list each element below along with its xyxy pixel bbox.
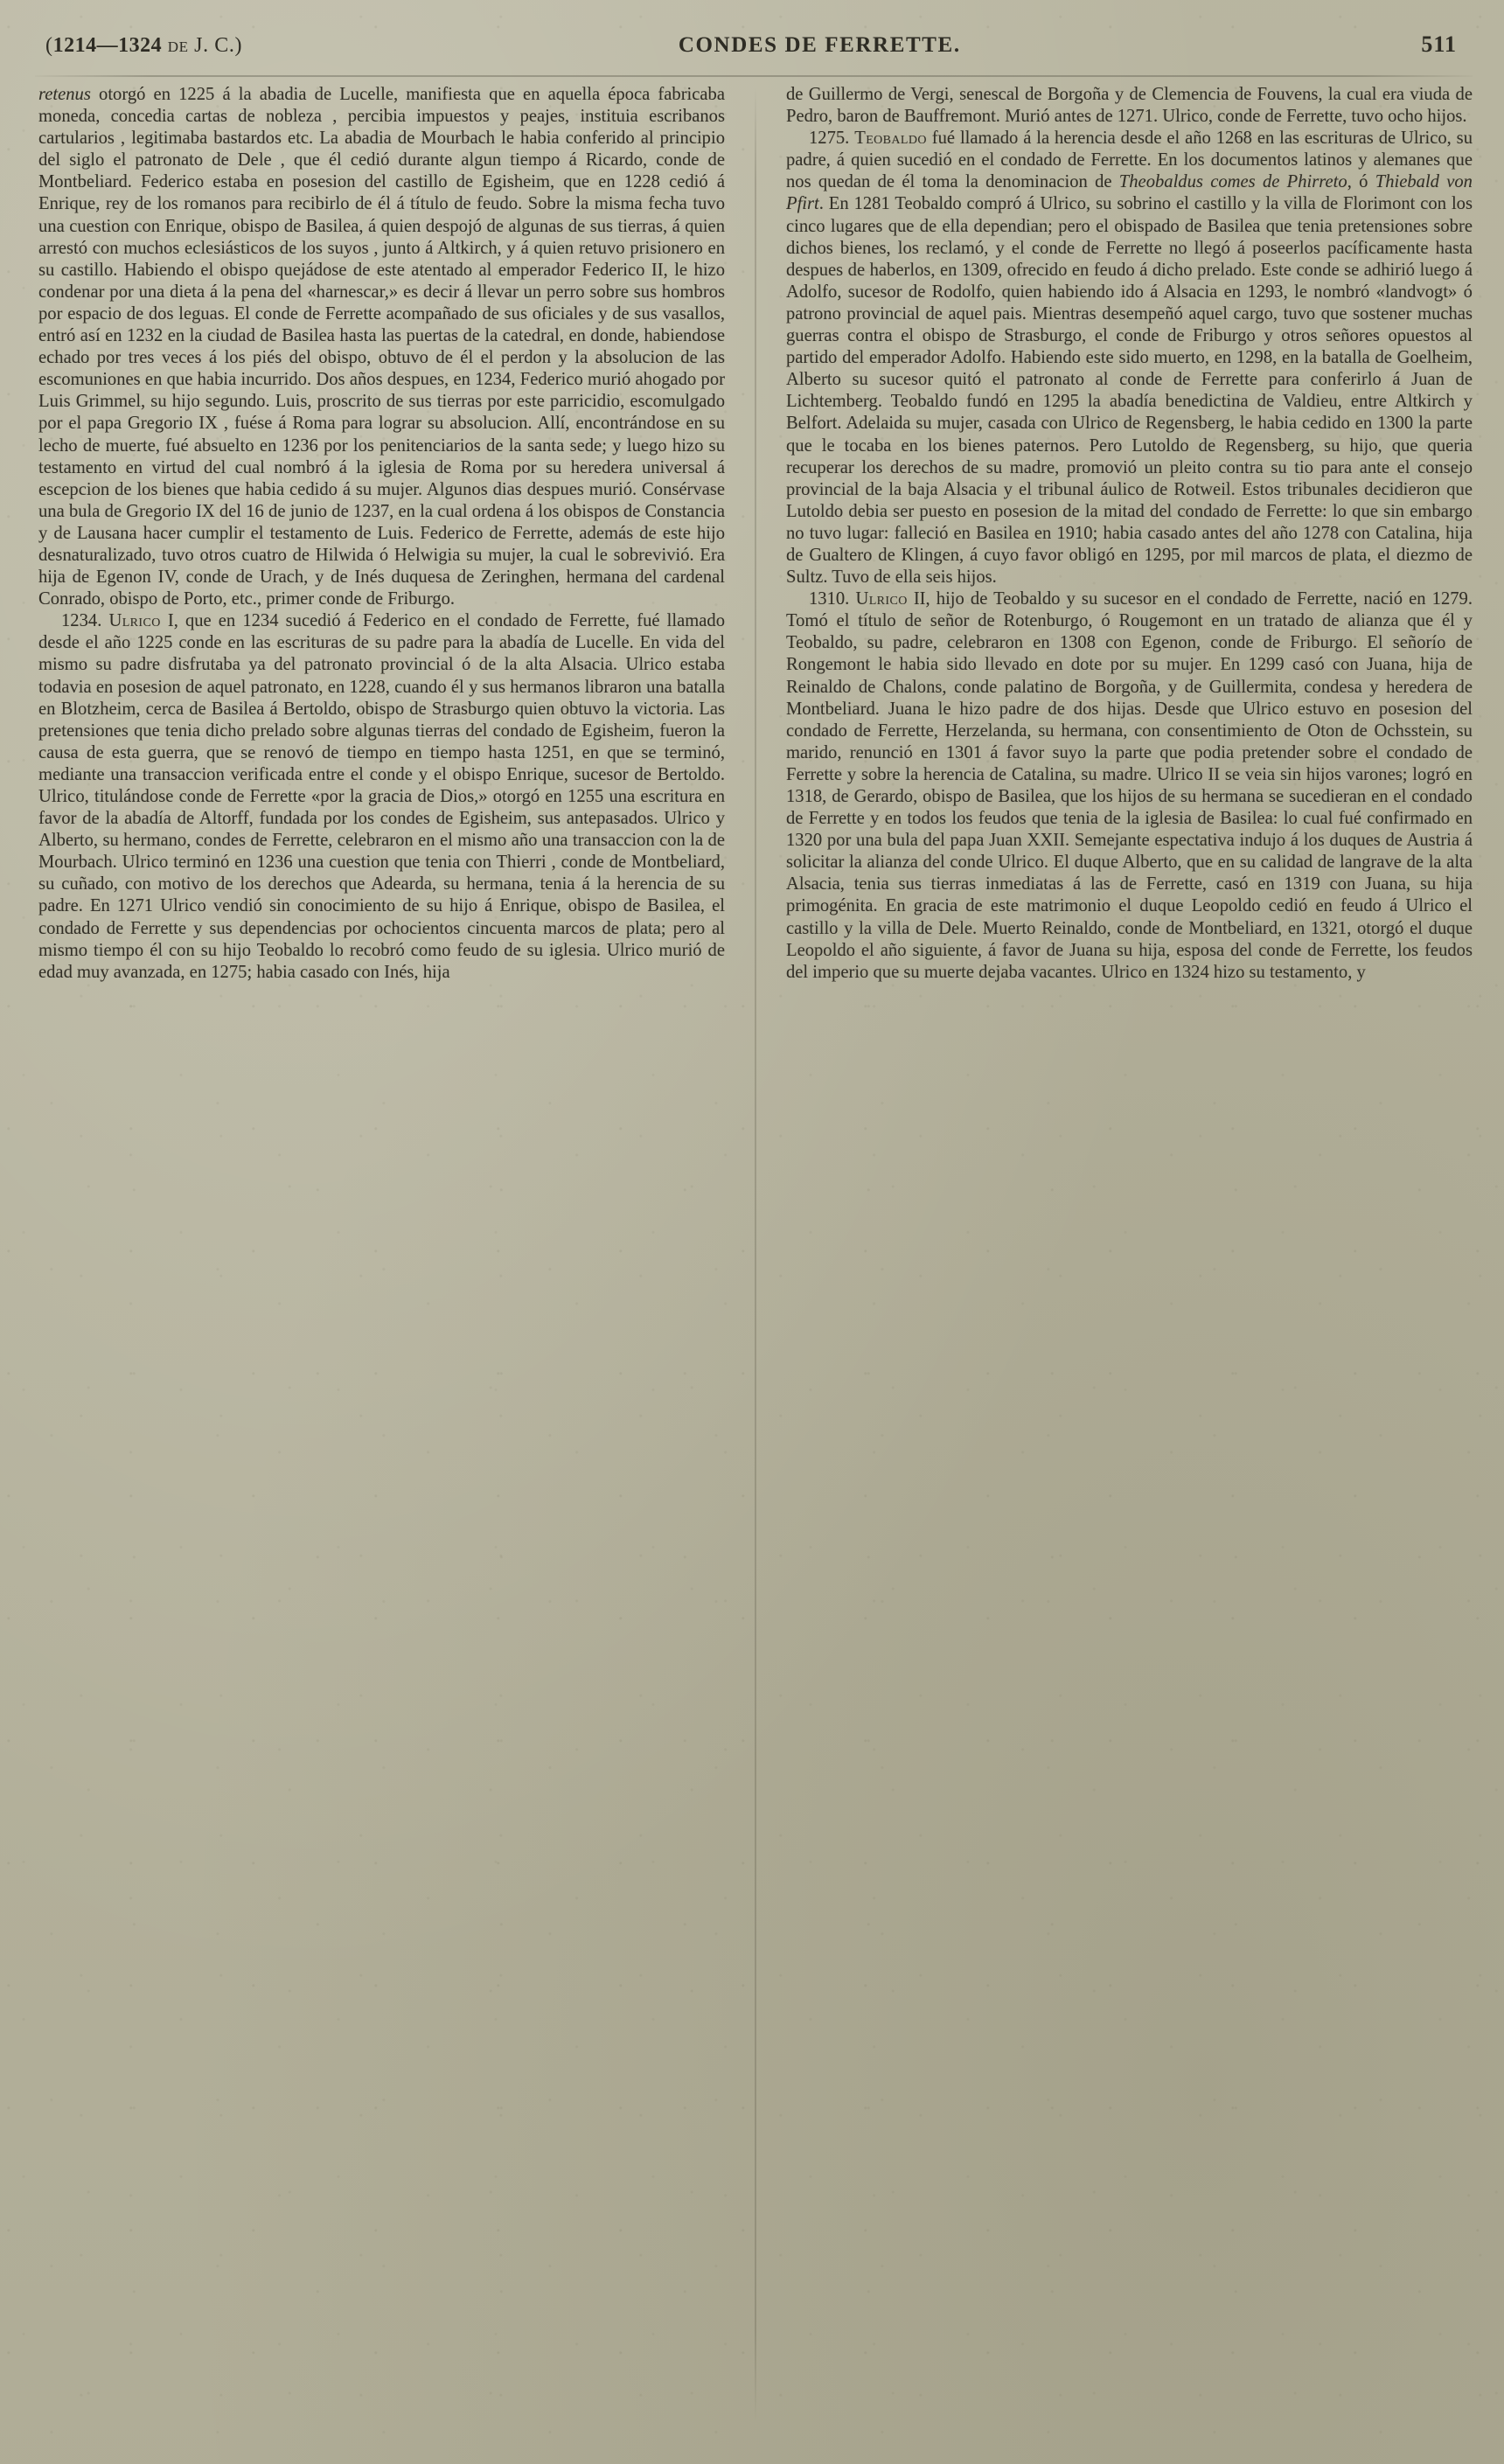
page-number: 511 xyxy=(1421,31,1457,57)
header-rule xyxy=(35,75,1473,77)
running-head-years: 1214—1324 xyxy=(52,34,163,57)
running-head-left-suffix: de J. C.) xyxy=(162,34,243,57)
column-divider xyxy=(755,87,756,2422)
running-head-left-text: ( xyxy=(45,34,53,57)
paragraph: 1275. Teobaldo fué llamado á la herencia desde el año 1268 en las escrituras de Ulrico, su padre, á quien sucedió en el condado de Ferrette. En los documentos latinos y alemanes que nos quedan de él toma la denominacion de Theobaldus comes de Phirreto, ó Thiebald von Pfirt. En 1281 Teobaldo compró á Ulrico, su sobrino el castillo y la villa de Florimont con los cinco lugares que de ella dependian; pero el obispado de Basilea que tenia pretensiones sobre dichos bienes, los reclamó, y el conde de Ferrette no llegó á poseerlos pacíficamente hasta despues de haberlos, en 1309, ofrecido en feudo á dicho prelado. Este conde se adhirió luego á Adolfo, sucesor de Rodolfo, quien habiendo ido á Alsacia en 1293, le nombró «landvogt» ó patrono provincial de aquel pais. Mientras desempeñó aquel cargo, tuvo que sostener muchas guerras contra el obispo de Strasburgo, el conde de Friburgo y otros señores opuestos al partido del emperador Adolfo. Habiendo este sido muerto, en 1298, en la batalla de Goelheim, Alberto su sucesor quitó el patronato al conde de Ferrette para conferirlo á Juan de Lichtemberg. Teobaldo fundó en 1295 la abadía benedictina de Valdieu, entre Altkirch y Belfort. Adelaida su mujer, casada con Ulrico de Regensberg, le habia cedido en 1300 la parte que le tocaba en los bienes paternos. Pero Lutoldo de Regensberg, su hijo, que queria recuperar los derechos de su madre, promovió un pleito contra su tio para ante el consejo provincial de la baja Alsacia y el tribunal áulico de Rotweil. Estos tribunales decidieron que Lutoldo debia ser puesto en posesion de la mitad del condado de Ferrette: lo que sin embargo no tuvo lugar: falleció en Basilea en 1910; habia casado antes del año 1278 con Catalina, hija de Gualtero de Klingen, á cuyo favor obligó en 1295, por mil marcos de plata, el diezmo de Sultz. Tuvo de ella seis hijos. xyxy=(785,129,1473,588)
running-head xyxy=(45,31,1462,72)
page-body xyxy=(38,84,1473,2426)
text-column-right xyxy=(786,84,1473,2426)
paragraph: retenus otorgó en 1225 á la abadia de Lucelle, manifiesta que en aquella época fabricaba moneda, concedia cartas de nobleza , percibia impuestos y peajes, instituia escribanos cartularios , legitimaba bastardos etc. La abadia de Mourbach le habia conferido al principio del siglo el patronato de Dele , que él cedió durante algun tiempo á Ricardo, conde de Montbeliard. Federico estaba en posesion del castillo de Egisheim, que en 1228 cedió á Enrique, rey de los romanos para recibirlo de él á título de feudo. Sobre la misma fecha tuvo una cuestion con Enrique, obispo de Basilea, á quien despojó de algunas de sus tierras, á quien arrestó con muchos eclesiásticos de los suyos , junto á Altkirch, y á quien retuvo prisionero en su castillo. Habiendo el obispo quejádose de este atentado al emperador Federico II, le hizo condenar por una dieta á la pena del «harnescar,» es decir á llevar un perro sobre sus hombros por espacio de dos leguas. El conde de Ferrette acompañado de sus oficiales y de sus vasallos, entró así en 1232 en la ciudad de Basilea hasta las puertas de la catedral, en donde, habiendose echado por tres veces á los piés del obispo, obtuvo de él el perdon y la absolucion de las escomuniones en que habia incurrido. Dos años despues, en 1234, Federico murió ahogado por Luis Grimmel, su hijo segundo. Luis, proscrito de sus tierras por este parricidio, escomulgado por el papa Gregorio IX , fuése á Roma para lograr su absolucion. Allí, encontrándose en su lecho de muerte, fué absuelto en 1236 por los penitenciarios de la santa sede; y luego hizo su testamento en virtud del cual nombró á la iglesia de Roma por su heredera universal á escepcion de los bienes que habia cedido á su mujer. Algunos dias despues murió. Consérvase una bula de Gregorio IX del 16 de junio de 1237, en la cual ordena á los obispos de Constancia y de Lausana hacer cumplir el testamento de Luis. Federico de Ferrette, además de este hijo desnaturalizado, tuvo otros cuatro de Hilwida ó Helwigia su mujer, la cual le sobrevivió. Era hija de Egenon IV, conde de Urach, y de Inés duquesa de Zeringhen, hermana del cardenal Conrado, obispo de Porto, etc., primer conde de Friburgo. xyxy=(38,85,725,609)
page-title: CONDES DE FERRETTE. xyxy=(678,33,961,57)
running-head-left xyxy=(45,34,242,58)
text-column-left xyxy=(38,84,725,2426)
paragraph: 1234. Ulrico I, que en 1234 sucedió á Federico en el condado de Ferrette, fué llamado desde el año 1225 conde en las escrituras de su padre para la abadía de Lucelle. En vida del mismo su padre disfrutaba ya del patronato provincial ó de la alta Alsacia. Ulrico estaba todavia en posesion de aquel patronato, en 1228, cuando él y sus hermanos libraron una batalla en Blotzheim, cerca de Basilea á Bertoldo, obispo de Strasburgo quien obtuvo la victoria. Las pretensiones que tenia dicho prelado sobre algunas tierras del condado de Egisheim, fueron la causa de esta guerra, que se renovó de tiempo en tiempo hasta 1251, en que se terminó, mediante una transaccion verificada entre el conde y el obispo Enrique, sucesor de Bertoldo. Ulrico, titulándose conde de Ferrette «por la gracia de Dios,» otorgó en 1255 una escritura en favor de la abadía de Altorff, fundada por los condes de Egisheim, sus antepasados. Ulrico y Alberto, su hermano, condes de Ferrette, celebraron en el mismo año una transaccion con la de Mourbach. Ulrico terminó en 1236 una cuestion que tenia con Thierri , conde de Montbeliard, su cuñado, con motivo de los derechos que Adearda, su hermana, tenia á la herencia de su padre. En 1271 Ulrico vendió sin conocimiento de su hijo á Enrique, obispo de Basilea, el condado de Ferrette y sus dependencias por ochocientos cincuenta marcos de plata; pero al mismo tiempo él con su hijo Teobaldo lo recobró como feudo de su iglesia. Ulrico murió de edad muy avanzada, en 1275; habia casado con Inés, hija xyxy=(38,611,726,982)
paragraph: de Guillermo de Vergi, senescal de Borgoña y de Clemencia de Fouvens, la cual era viuda de Pedro, baron de Bauffremont. Murió antes de 1271. Ulrico, conde de Ferrette, tuvo ocho hijos. xyxy=(785,85,1473,127)
paragraph: 1310. Ulrico II, hijo de Teobaldo y su sucesor en el condado de Ferrette, nació en 1279. Tomó el título de señor de Rotenburgo, ó Rougemont en un tratado de alianza que él y Teobaldo, su padre, celebraron en 1308 con Egenon, conde de Friburgo. El señorío de Rongemont le habia sido llevado en dote por su mujer. En 1299 casó con Juana, hija de Reinaldo de Chalons, conde palatino de Borgoña, y de Guillermita, condesa y heredera de Montbeliard. Juana le hizo padre de dos hijas. Desde que Ulrico estuvo en posesion del condado de Ferrette, Herzelanda, su hermana, con consentimiento de Oton de Ochsstein, su marido, renunció en 1301 á favor suyo la parte que podia pretender sobre el condado de Ferrette y sobre la herencia de Catalina, su madre. Ulrico II se veia sin hijos varones; logró en 1318, de Gerardo, obispo de Basilea, que los hijos de su hermana se sucedieran en el condado de Ferrette y en todos los feudos que tenia de la iglesia de Basilea: lo cual fué confirmado en 1320 por una bula del papa Juan XXII. Semejante espectativa indujo á los duques de Austria á solicitar la alianza del conde Ulrico. El duque Alberto, que en su calidad de langrave de la alta Alsacia, tenia sus tierras inmediatas á las de Ferrette, casó en 1319 con Juana, su hija primogénita. En gracia de este matrimonio el duque Leopoldo cedió en feudo á Ulrico el castillo y la villa de Dele. Muerto Reinaldo, conde de Montbeliard, en 1321, otorgó el duque Leopoldo el año siguiente, á favor de Juana su hija, esposa del conde de Ferrette, los feudos del imperio que su muerte dejaba vacantes. Ulrico en 1324 hizo su testamento, y xyxy=(785,589,1473,982)
